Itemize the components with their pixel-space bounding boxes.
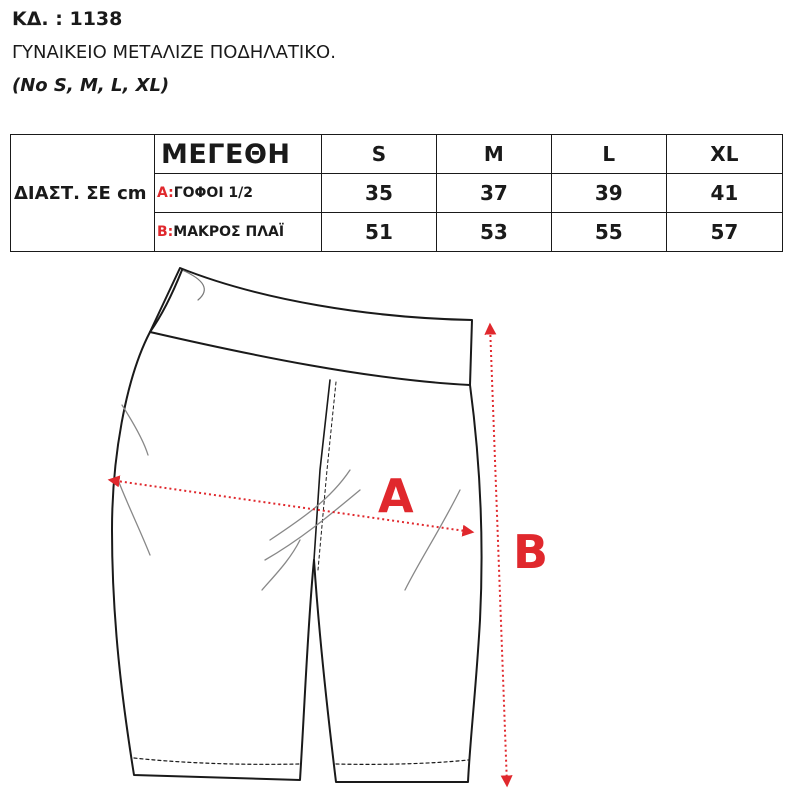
table-cell: 55	[551, 213, 666, 252]
row-label-text: ΜΑΚΡΟΣ ΠΛΑΪ	[173, 224, 285, 240]
table-cell: 35	[322, 174, 437, 213]
table-cell: 51	[322, 213, 437, 252]
table-cell: 57	[666, 213, 782, 252]
shorts-outline	[112, 268, 482, 782]
length-measure-arrow	[490, 325, 507, 785]
row-label-text: ΓΟΦΟΙ 1/2	[173, 185, 254, 201]
size-col-m: M	[436, 135, 551, 174]
size-header-label: ΜΕΓΕΘΗ	[155, 135, 322, 174]
table-cell: 39	[551, 174, 666, 213]
table-cell: 37	[436, 174, 551, 213]
product-code: ΚΔ. : 1138	[12, 8, 123, 30]
size-col-s: S	[322, 135, 437, 174]
table-cell: 53	[436, 213, 551, 252]
sizes-note: (No S, M, L, XL)	[12, 75, 170, 96]
label-a: A	[378, 469, 414, 523]
hips-measure-arrow	[110, 480, 472, 532]
row-letter: A:	[157, 185, 174, 201]
row-letter: B:	[157, 224, 174, 240]
size-col-l: L	[551, 135, 666, 174]
size-col-xl: XL	[666, 135, 782, 174]
table-cell: 41	[666, 174, 782, 213]
dimension-label: ΔΙΑΣΤ. ΣΕ cm	[11, 135, 155, 252]
label-b: B	[513, 525, 549, 579]
product-description: ΓΥΝΑΙΚΕΙΟ ΜΕΤΑΛΙΖΕ ΠΟΔΗΛΑΤΙΚΟ.	[12, 42, 336, 63]
